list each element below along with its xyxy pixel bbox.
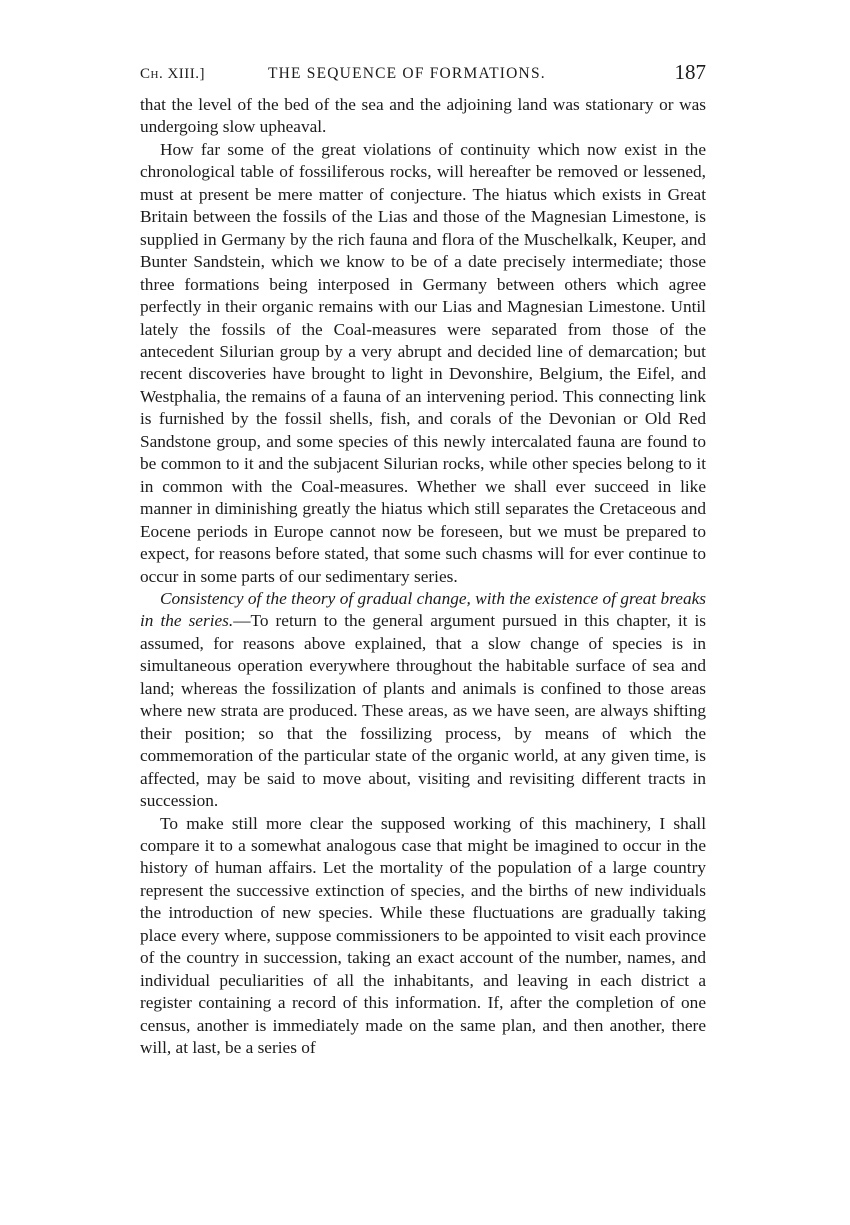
paragraph (140, 139, 706, 588)
paragraph (140, 813, 706, 1060)
paragraph (140, 94, 706, 139)
paragraph-text: How far some of the great violations of continuity which now exist in the chronological table of fossiliferous rocks, will hereafter be removed or lessened, must at present be mere matter of conjecture. The hiatus which exists in Great Britain between the fossils of the Lias and those of the Magnesian Limestone, is supplied in Germany by the rich fauna and flora of the Muschelkalk, Keuper, and Bunter Sandstein, which we know to be of a date precisely intermediate; those three formations being interposed in Germany between others which agree perfectly in their organic remains with our Lias and Magnesian Limestone. Until lately the fossils of the Coal-measures were separated from those of the antecedent Silurian group by a very abrupt and decided line of demarcation; but recent discoveries have brought to light in Devonshire, Belgium, the Eifel, and Westphalia, the remains of a fauna of an intervening period. This connecting link is furnished by the fossil shells, fish, and corals of the Devonian or Old Red Sandstone group, and some species of this newly intercalated fauna are found to be common to it and the subjacent Silurian rocks, while other species belong to it in common with the Coal-measures. Whether we shall ever succeed in like manner in diminishing greatly the hiatus which still separates the Cretaceous and Eocene periods in Europe cannot now be foreseen, but we must be prepared to expect, for reasons before stated, that some such chasms will for ever continue to occur in some parts of our sedimentary series. (140, 139, 706, 586)
section-heading: Consistency of the theory of gradual change, with the existence of great breaks in the series. (140, 588, 706, 631)
body-text (140, 94, 706, 1059)
paragraph-text: that the level of the bed of the sea and the adjoining land was stationary or was undergoing slow upheaval. (140, 95, 706, 137)
running-header (140, 60, 706, 94)
paragraph-text: —To return to the general argument pursued in this chapter, it is assumed, for reasons above explained, that a slow change of species is in simultaneous operation everywhere throughout the habitable surface of sea and land; whereas the fossilization of plants and animals is confined to those areas where new strata are produced. These areas, as we have seen, are always shifting their position; so that the fossilizing process, by means of which the commemoration of the particular state of the organic world, at any given time, is affected, may be said to move about, visiting and revisiting different tracts in succession. (140, 611, 706, 811)
paragraph-text: To make still more clear the supposed working of this machinery, I shall compare it to a somewhat analogous case that might be imagined to occur in the history of human affairs. Let the mortality of the population of a large country represent the successive extinction of species, and the births of new individuals the introduction of new species. While these fluctuations are gradually taking place every where, suppose commissioners to be appointed to visit each province of the country in succession, taking an exact account of the number, names, and individual peculiarities of all the inhabitants, and leaving in each district a register containing a record of this information. If, after the completion of one census, another is immediately made on the same plan, and then another, there will, at last, be a series of (140, 813, 706, 1058)
book-page (140, 60, 706, 1059)
page-number: 187 (674, 60, 706, 84)
chapter-label: Ch. XIII.] (140, 66, 206, 82)
paragraph (140, 588, 706, 813)
running-title: THE SEQUENCE OF FORMATIONS. (268, 65, 546, 82)
